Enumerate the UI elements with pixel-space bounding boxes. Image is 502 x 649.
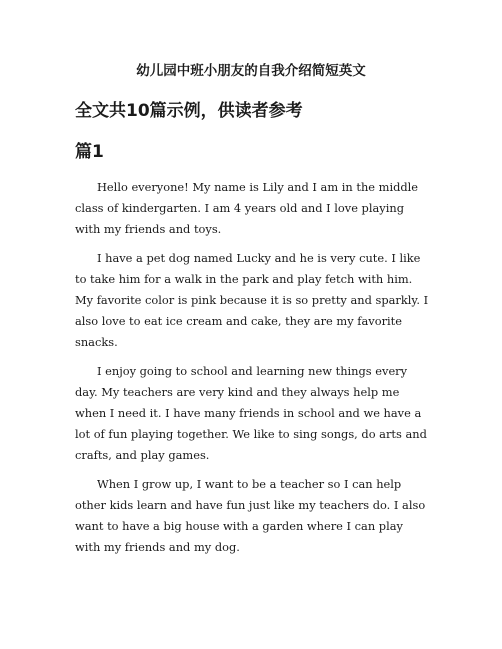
document-subtitle: 全文共10篇示例，供读者参考 [75,101,303,121]
paragraph-4: When I grow up, I want to be a teacher so I can help other kids learn and have fun just like my teachers do. I also want to have a big house with a garden where I can play with my friends and my dog. [75,476,426,555]
paragraph-2: I have a pet dog named Lucky and he is very cute. I like to take him for a walk in the park and play fetch with him. My favorite color is pink because it is so pretty and sparkly. I also love to eat ice cream and cake, they are my favorite snacks. [75,250,429,350]
paragraph-3: I enjoy going to school and learning new things every day. My teachers are very kind and they always help me when I need it. I have many friends in school and we have a lot of fun playing together. We like to sing songs, do arts and crafts, and play games. [75,363,427,463]
paragraph-1: Hello everyone! My name is Lily and I am in the middle class of kindergarten. I am 4 years old and I love playing with my friends and toys. [75,180,419,237]
section-heading: 篇1 [75,142,104,162]
document-title: 幼儿园中班小朋友的自我介绍简短英文 [136,63,366,79]
body-text [75,177,429,565]
